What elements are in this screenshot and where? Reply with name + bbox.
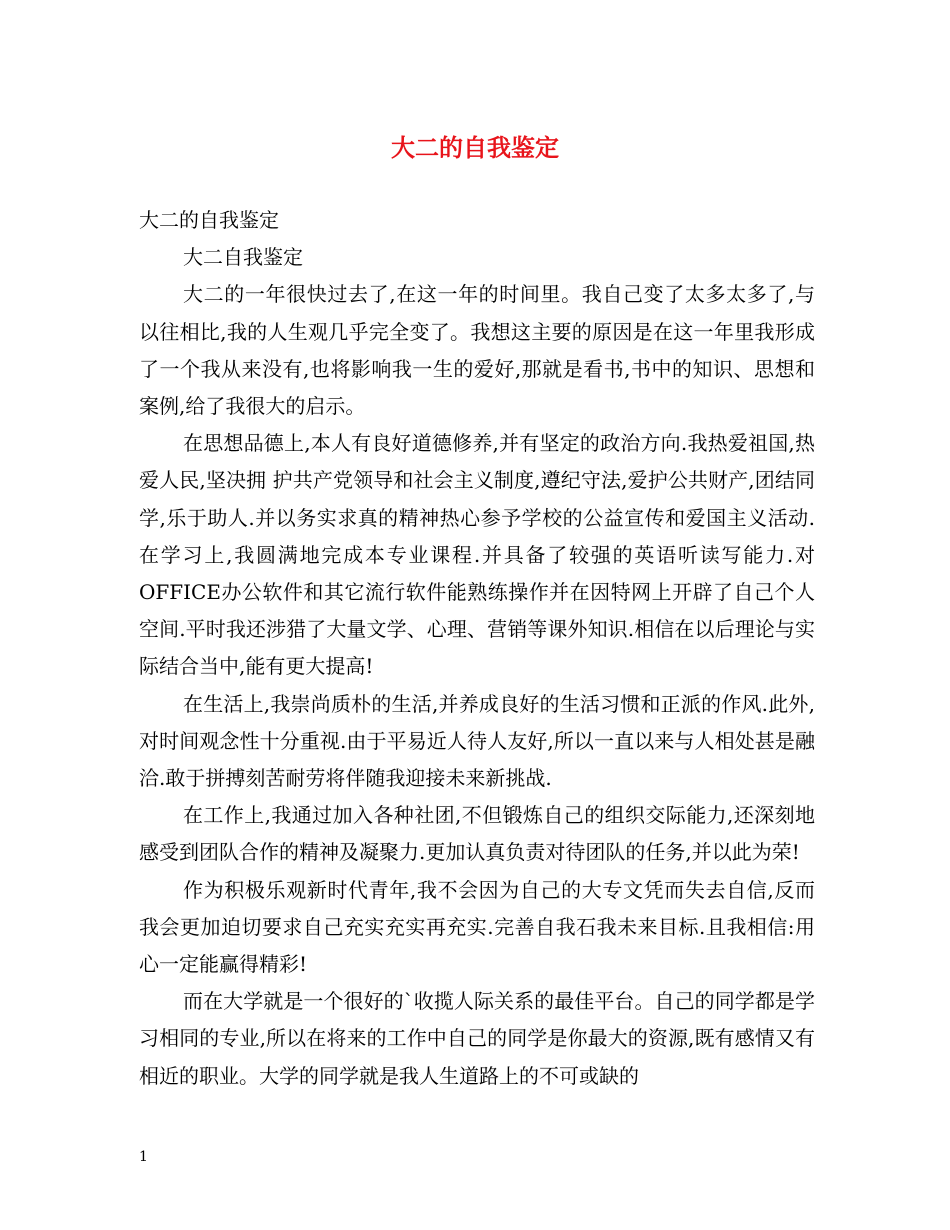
document-title: 大二的自我鉴定: [391, 133, 559, 162]
paragraph: 在思想品德上,本人有良好道德修养,并有坚定的政治方向.我热爱祖国,热爱人民,坚决拥 护共产党领导和社会主义制度,遵纪守法,爱护公共财产,团结同学,乐于助人.并以务实求真的精神热心参予学校的公益宣传和爱国主义活动. 在学习上,我圆满地完成本专业课程.并具备了较强的英语听读写能力.对OFFICE办公软件和其它流行软件能熟练操作并在因特网上开辟了自己个人空间.平时我还涉猎了大量文学、心理、营销等课外知识.相信在以后理论与实际结合当中,能有更大提高!: [139, 431, 815, 679]
page-number: 1: [139, 1149, 148, 1165]
paragraph: 大二的一年很快过去了,在这一年的时间里。我自己变了太多太多了,与以往相比,我的人生观几乎完全变了。我想这主要的原因是在这一年里我形成了一个我从来没有,也将影响我一生的爱好,那就是看书,书中的知识、思想和案例,给了我很大的启示。: [139, 282, 815, 419]
paragraph: 作为积极乐观新时代青年,我不会因为自己的大专文凭而失去自信,反而我会更加迫切要求自己充实充实再充实.完善自我石我未来目标.且我相信:用心一定能赢得精彩!: [139, 877, 815, 977]
document-heading: 大二的自我鉴定: [139, 208, 279, 232]
paragraph: 而在大学就是一个很好的`收揽人际关系的最佳平台。自己的同学都是学习相同的专业,所以在将来的工作中自己的同学是你最大的资源,既有感情又有相近的职业。大学的同学就是我人生道路上的不可或缺的: [139, 989, 815, 1088]
document-body: [139, 202, 815, 1095]
paragraph: 在工作上,我通过加入各种社团,不但锻炼自己的组织交际能力,还深刻地感受到团队合作的精神及凝聚力.更加认真负责对待团队的任务,并以此为荣!: [139, 803, 815, 865]
document-subheading: 大二自我鉴定: [183, 245, 303, 270]
paragraph: 在生活上,我崇尚质朴的生活,并养成良好的生活习惯和正派的作风.此外,对时间观念性十分重视.由于平易近人待人友好,所以一直以来与人相处甚是融洽.敢于拼搏刻苦耐劳将伴随我迎接未来新挑战.: [139, 691, 815, 791]
